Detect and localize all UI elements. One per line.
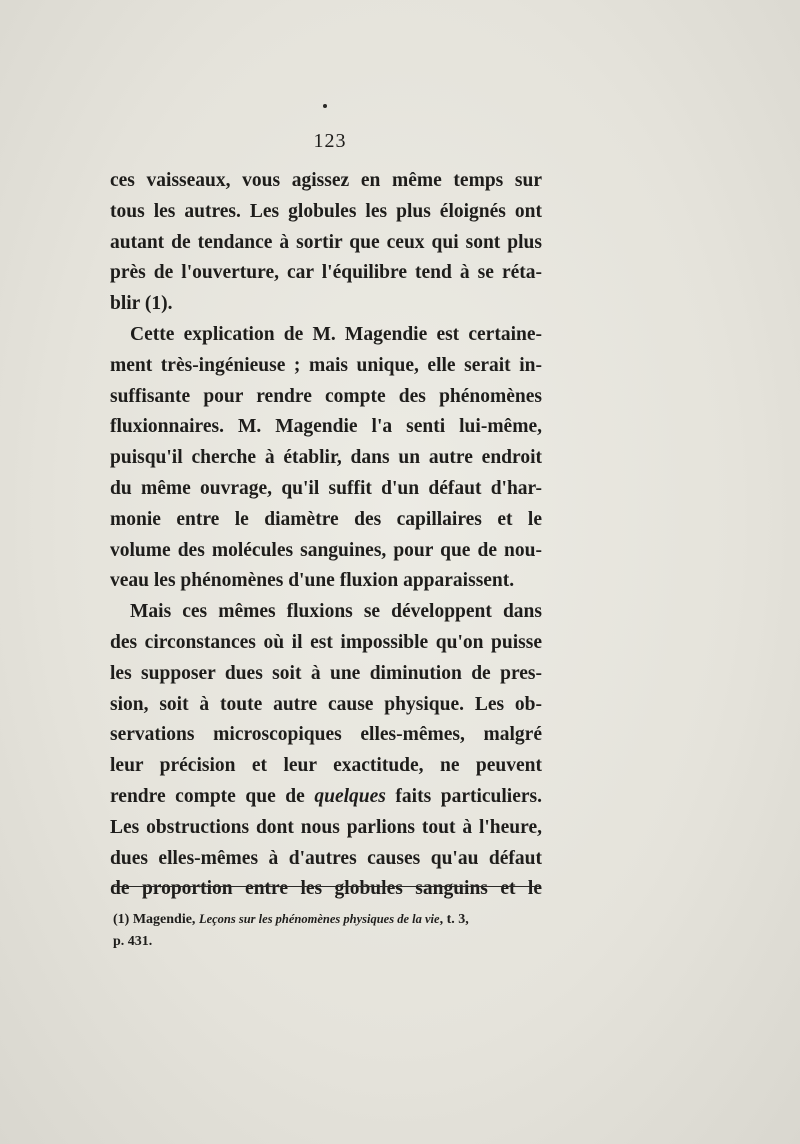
footnote-ref: , t. 3, — [439, 912, 469, 927]
text-line: volume des molécules sanguines, pour que de nou- — [110, 539, 542, 561]
text-line: ces vaisseaux, vous agissez en même temps sur — [110, 170, 542, 191]
page-number: 123 — [313, 130, 347, 152]
text-line: du même ouvrage, qu'il suffit d'un défaut d'har- — [110, 477, 542, 499]
footnote-line — [113, 908, 543, 931]
footnote-author: Magendie, — [132, 912, 196, 927]
text-line: monie entre le diamètre des capillaires et le — [110, 508, 542, 530]
text-line: leur précision et leur exactitude, ne peuvent — [110, 755, 542, 777]
text-line: les supposer dues soit à une diminution de pres- — [110, 662, 542, 684]
text-line: autant de tendance à sortir que ceux qui sont plus — [110, 231, 542, 253]
text-line: veau les phénomènes d'une fluxion apparaissent. — [110, 570, 515, 592]
text-line: blir (1). — [110, 293, 173, 315]
text-line: servations microscopiques elles-mêmes, malgré — [110, 724, 542, 746]
footnote-rule — [113, 886, 541, 887]
text-line: ment très-ingénieuse ; mais unique, elle serait in- — [110, 354, 542, 376]
text-line: Mais ces mêmes fluxions se développent dans — [130, 601, 542, 623]
text-line: Les obstructions dont nous parlions tout à l'heure, — [110, 816, 542, 838]
footnote-line: p. 431. — [113, 934, 153, 949]
italic-word: quelques — [314, 785, 386, 807]
footnote-title: Leçons sur les phénomènes physiques de la vie — [198, 912, 440, 926]
text-line: sion, soit à toute autre cause physique. Les ob- — [110, 693, 542, 715]
footnote-marker: (1) — [113, 912, 130, 927]
text-line: puisqu'il cherche à établir, dans un autre endroit — [110, 447, 542, 469]
text-line: dues elles-mêmes à d'autres causes qu'au défaut — [110, 847, 542, 869]
text-line: suffisante pour rendre compte des phénomènes — [110, 385, 542, 407]
text-line: tous les autres. Les globules les plus éloignés ont — [110, 200, 542, 222]
text-line: fluxionnaires. M. Magendie l'a senti lui-même, — [110, 416, 542, 438]
text-line: Cette explication de M. Magendie est certaine- — [130, 323, 542, 345]
footnote — [113, 908, 543, 953]
text-segment: rendre compte que de — [110, 785, 315, 807]
body-text — [110, 166, 542, 905]
text-line — [110, 782, 542, 813]
page-mark — [323, 104, 327, 108]
text-line: près de l'ouverture, car l'équilibre tend à se réta- — [110, 262, 542, 284]
text-line: de proportion entre les globules sanguins et le — [110, 878, 542, 900]
text-line: des circonstances où il est impossible qu'on puisse — [110, 631, 542, 653]
text-segment: faits particuliers. — [385, 785, 542, 807]
